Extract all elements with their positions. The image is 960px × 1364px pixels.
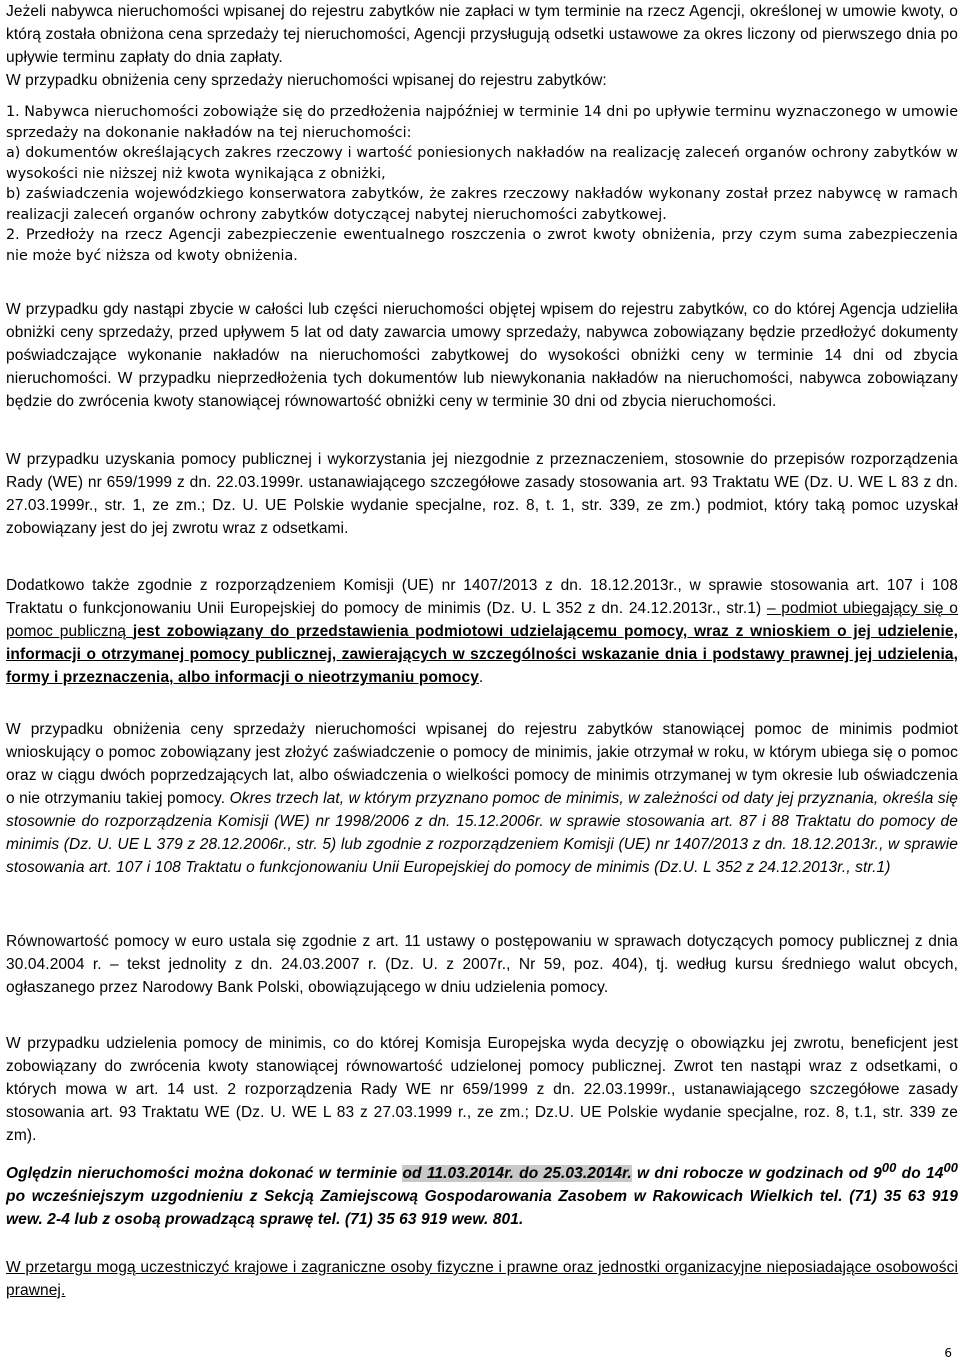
paragraph-dodatkowo: [6, 574, 958, 689]
list-item-a: a) dokumentów określających zakres rzeczowy i wartość poniesionych nakładów na realizację zaleceń organów ochrony zabytków w wysokości nie niższej niż kwota wynikająca z obniżki,: [6, 145, 958, 182]
list-item-2: 2. Przedłoży na rzecz Agencji zabezpieczenie ewentualnego roszczenia o zwrot kwoty obniżenia, przy czym suma zabezpieczenia nie może być niższa od kwoty obniżenia.: [6, 227, 958, 264]
minimis-text: W przypadku obniżenia ceny sprzedaży nieruchomości wpisanej do rejestru zabytków stanowiącej pomoc de minimis podmiot wnioskujący o pomoc zobowiązany jest złożyć zaświadczenie o pomocy de minimis, jakie otrzymał w roku, w którym ubiega się o pomoc oraz w ciągu dwóch poprzedzających lat, albo oświadczenia o wielkości pomocy de minimis otrzymanej w tym okresie lub oświadczenia o nie otrzymaniu takiej pomocy.: [6, 721, 958, 807]
ogledziny-sup1: 00: [881, 1160, 897, 1175]
minimis-italic: Okres trzech lat, w którym przyznano pomoc de minimis, w zależności od daty jej przyznania, określa się stosownie do rozporządzenia Komisji (WE) nr 1998/2006 z dn. 15.12.2006r. w sprawie stosowania art. 87 i 88 Traktatu do pomocy de minimis (Dz. U. UE L 379 z 28.12.2006r., str. 5) lub zgodnie z rozporządzeniem Komisji (UE) nr 1407/2013 z dn. 18.12.2013r., w sprawie stosowania art. 107 i 108 Traktatu o funkcjonowaniu Unii Europejskiej do pomocy de minimis (Dz.U. L 352 z 24.12.2013r., str.1): [6, 790, 958, 876]
ogledziny-b: w dni robocze w godzinach od 9: [631, 1165, 882, 1183]
paragraph-pomoc-publiczna: W przypadku uzyskania pomocy publicznej i wykorzystania jej niezgodnie z przeznaczeniem, stosownie do przepisów rozporządzenia Rady (WE) nr 659/1999 z dn. 22.03.1999r. ustanawiającego szczegółowe zasady stosowania art. 93 Traktatu WE (Dz. U. WE L 83 z dn. 27.03.1999r., str. 1, ze zm.; Dz. U. UE Polskie wydanie specjalne, roz. 8, t. 1, str. 339, ze zm.) podmiot, który taką pomoc uzyskał zobowiązany jest do jej zwrotu wraz z odsetkami.: [6, 451, 958, 537]
paragraph-ogledziny: [6, 1156, 958, 1231]
paragraph-zwrot: W przypadku udzielenia pomocy de minimis, co do której Komisja Europejska wyda decyzję o obowiązku jej zwrotu, beneficjent jest zobowiązany do zwrócenia kwoty stanowiącej równowartość udzielonej pomocy publicznej. Zwrot ten nastąpi wraz z odsetkami, o których mowa w art. 14 ust. 2 rozporządzenia Rady WE nr 659/1999 z dn. 22.03.1999r., ustanawiającego szczegółowe zasady stosowania art. 93 Traktatu WE (Dz. U. WE L 83 z 27.03.1999 r., ze zm.; Dz.U. UE Polskie wydanie specjalne, roz. 8, t.1, str. 339 ze zm).: [6, 1035, 958, 1144]
ogledziny-c: do 14: [896, 1165, 944, 1183]
paragraph-zbycie: W przypadku gdy nastąpi zbycie w całości lub części nieruchomości objętej wpisem do rejestru zabytków, co do której Agencja udzieliła obniżki ceny sprzedaży, przed upływem 5 lat od daty zawarcia umowy sprzedaży, nabywca zobowiązany będzie przedłożyć dokumenty poświadczające wykonanie nakładów na nieruchomości zabytkowej do wysokości obniżki ceny w terminie 14 dni od zbycia nieruchomości. W przypadku nieprzedłożenia tych dokumentów lub niewykonania nakładów na nieruchomości, nabywca zobowiązany będzie do zwrócenia kwoty stanowiącej równowartość obniżki ceny w terminie 30 dni od zbycia nieruchomości.: [6, 301, 958, 410]
list-item-b: b) zaświadczenia wojewódzkiego konserwatora zabytków, że zakres rzeczowy nakładów wykonany został przez nabywcę w ramach realizacji zaleceń organów ochrony zabytków dotyczącej nabytej nieruchomości zabytkowej.: [6, 186, 958, 223]
page-number: 6: [944, 1346, 952, 1360]
dodatkowo-bold-underlined: jest zobowiązany do przedstawienia podmiotowi udzielającemu pomocy, wraz z wnioskiem o jej udzielenie, informacji o otrzymanej pomocy publicznej, zawierających w szczególności wskazanie dnia i podstawy prawnej jej udzielenia, formy i przeznaczenia, albo informacji o nieotrzymaniu pomocy: [6, 623, 958, 686]
ogledziny-d: po wcześniejszym uzgodnieniu z Sekcją Zamiejscową Gospodarowania Zasobem w Rakowicach Wielkich tel. (71) 35 63 919 wew. 2-4 lub z osobą prowadzącą sprawę tel. (71) 35 63 919 wew. 801.: [6, 1188, 958, 1229]
paragraph-obnizenie-intro: W przypadku obniżenia ceny sprzedaży nieruchomości wpisanej do rejestru zabytków:: [6, 72, 607, 89]
dodatkowo-text: Dodatkowo także zgodnie z rozporządzeniem Komisji (UE) nr 1407/2013 z dn. 18.12.2013r., w sprawie stosowania art. 107 i 108 Traktatu o funkcjonowaniu Unii Europejskiej do pomocy de minimis (Dz. U. L 352 z dn. 24.12.2013r., str.1): [6, 577, 958, 617]
paragraph-euro: Równowartość pomocy w euro ustala się zgodnie z art. 11 ustawy o postępowaniu w sprawach dotyczących pomocy publicznej z dnia 30.04.2004 r. – tekst jednolity z dn. 24.03.2007 r. (Dz. U. z 2007r., Nr 59, poz. 404), tj. według kursu średniego walut obcych, ogłaszanego przez Narodowy Bank Polski, obowiązującego w dniu udzielenia pomocy.: [6, 933, 958, 996]
list-obowiazki: [6, 102, 958, 266]
dodatkowo-underlined: – podmiot ubiegający się o pomoc publiczną: [6, 600, 959, 640]
dodatkowo-end: .: [478, 669, 484, 686]
ogledziny-dates: od 11.03.2014r. do 25.03.2014r.: [402, 1165, 632, 1183]
paragraph-odsetki: Jeżeli nabywca nieruchomości wpisanej do rejestru zabytków nie zapłaci w tym terminie na rzecz Agencji, określonej w umowie kwoty, o którą została obniżona cena sprzedaży tej nieruchomości, Agencji przysługują odsetki ustawowe za okres liczony od pierwszego dnia po upływie terminu zapłaty do dnia zapłaty.: [6, 3, 958, 66]
ogledziny-sup2: 00: [943, 1160, 958, 1175]
list-item-1: 1. Nabywca nieruchomości zobowiąże się do przedłożenia najpóźniej w terminie 14 dni po upływie terminu wyznaczonego w umowie sprzedaży na dokonanie nakładów na tej nieruchomości:: [6, 104, 958, 141]
paragraph-przetarg: W przetargu mogą uczestniczyć krajowe i zagraniczne osoby fizyczne i prawne oraz jednostki organizacyjne nieposiadające osobowości prawnej.: [6, 1259, 958, 1299]
paragraph-minimis: [6, 718, 958, 879]
ogledziny-a: Oględzin nieruchomości można dokonać w terminie: [6, 1165, 403, 1183]
